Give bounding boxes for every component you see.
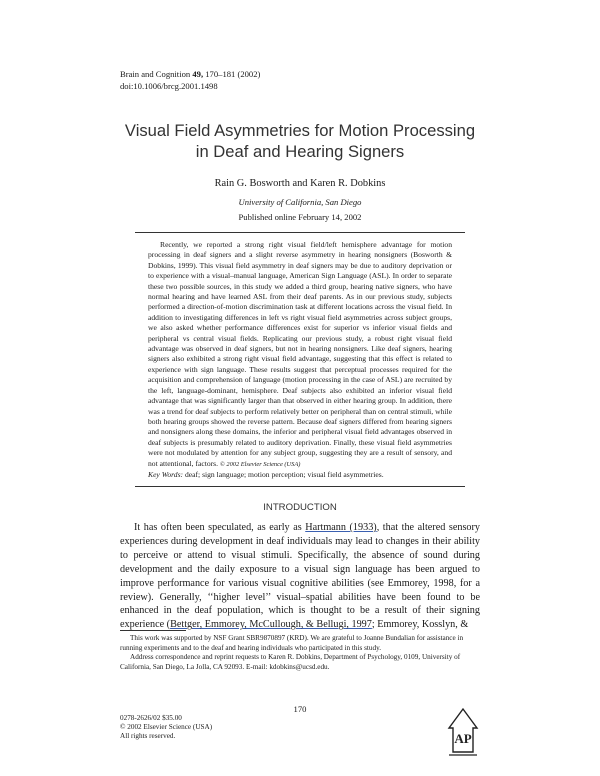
introduction-paragraph <box>120 521 480 632</box>
intro-text-1: It has often been speculated, as early as <box>134 522 306 533</box>
imprint <box>120 714 212 741</box>
authors: Rain G. Bosworth and Karen R. Dobkins <box>214 178 386 189</box>
footnote-rule <box>120 630 186 631</box>
citation-link-hartmann[interactable]: Hartmann (1933) <box>305 522 377 533</box>
abstract-text: Recently, we reported a strong right visual field/left hemisphere advantage for motion processing in deaf signers and a slight reverse asymmetry in hearing nonsigners (Bosworth & Dobkins, 1999). This visual field asymmetry in deaf signers may be due to auditory deprivation or to experience with a visual–manual language, American Sign Language (ASL). In order to separate these two possible sources, in this study we added a third group, hearing native signers, who have normal hearing and have learned ASL from their deaf parents. As in our previous study, subjects performed a direction-of-motion discrimination task at different locations across the visual field. In addition to investigating differences in left vs right visual field asymmetries across subject groups, we also asked whether performance differences exist for superior vs inferior visual fields and peripheral vs central visual fields. Replicating our previous study, a robust right visual field advantage was observed in deaf signers, but not in hearing nonsigners. Like deaf signers, hearing signers also exhibited a strong right visual field advantage, suggesting that this effect is related to experience with sign language. These results suggest that perceptual processes required for the acquisition and comprehension of language (motion processing in the case of ASL) are recruited by the left, language-dominant, hemisphere. Deaf subjects also exhibited an inferior visual field advantage that was significantly larger than that observed in either hearing group. In addition, there was a trend for deaf subjects to perform relatively better on peripheral than on central stimuli, while both hearing groups showed the reverse pattern. Because deaf signers differed from hearing signers and nonsigners along these domains, the inferior and peripheral visual field advantages observed in deaf subjects is presumably related to auditory deprivation. Finally, these visual field asymmetries were not modulated by attention for any subject group, suggesting they are a result of sensory, and not attentional, factors. <box>148 240 452 468</box>
title-line-2: in Deaf and Hearing Signers <box>195 142 405 161</box>
footnotes <box>120 634 482 672</box>
journal-volume: 49, <box>192 69 204 79</box>
footnote-correspondence: Address correspondence and reprint requests to Karen R. Dobkins, Department of Psychology, 0109, University of California, San Diego, La Jolla, CA 92093. E-mail: kdobkins@ucsd.edu. <box>120 653 461 671</box>
imprint-copyright: © 2002 Elsevier Science (USA) <box>120 723 213 731</box>
affiliation: University of California, San Diego <box>238 197 362 207</box>
abstract-bottom-rule <box>135 486 465 487</box>
journal-pages: 170–181 (2002) <box>205 69 261 79</box>
footnote-funding: This work was supported by NSF Grant SBR9870897 (KRD). We are grateful to Joanne Bundalian for assistance in running experiments and to the deaf and hearing individuals who participated in this study. <box>120 634 464 652</box>
journal-name: Brain and Cognition <box>120 69 191 79</box>
abstract-top-rule <box>135 232 465 233</box>
keywords <box>148 470 452 480</box>
page-number: 170 <box>293 704 307 714</box>
abstract <box>148 240 452 470</box>
imprint-rights: All rights reserved. <box>120 732 176 740</box>
academic-press-logo-icon <box>444 706 482 758</box>
imprint-price: 0278-2626/02 $35.00 <box>120 714 182 722</box>
article-title <box>60 120 540 162</box>
section-heading: INTRODUCTION <box>263 502 337 513</box>
published-date: Published online February 14, 2002 <box>238 212 362 222</box>
abstract-copyright: © 2002 Elsevier Science (USA) <box>219 460 301 468</box>
journal-header <box>120 68 260 92</box>
title-line-1: Visual Field Asymmetries for Motion Processing <box>124 121 476 140</box>
intro-text-3: ; Emmorey, Kosslyn, & <box>371 619 469 631</box>
svg-text:AP: AP <box>454 731 472 746</box>
keywords-label: Key Words: <box>148 470 184 479</box>
doi: doi:10.1006/brcg.2001.1498 <box>120 81 218 91</box>
keywords-text: deaf; sign language; motion perception; visual field asymmetries. <box>183 470 384 479</box>
intro-text-2: , that the altered sensory experiences during development in deaf individuals may lead to changes in their ability to perceive or attend to visual stimuli. Specifically, the absence of sound during development and the daily exposure to a visual sign language has been argued to improve performance for various visual cognitive abilities (see Emmorey, 1998, for a review). Generally, ‘‘higher level’’ visual–spatial abilities have been found to be enhanced in the deaf population, which is thought to be a result of their signing experience ( <box>120 522 480 631</box>
citation-link-bettger[interactable]: Bettger, Emmorey, McCullough, & Bellugi, 1997 <box>170 619 372 631</box>
